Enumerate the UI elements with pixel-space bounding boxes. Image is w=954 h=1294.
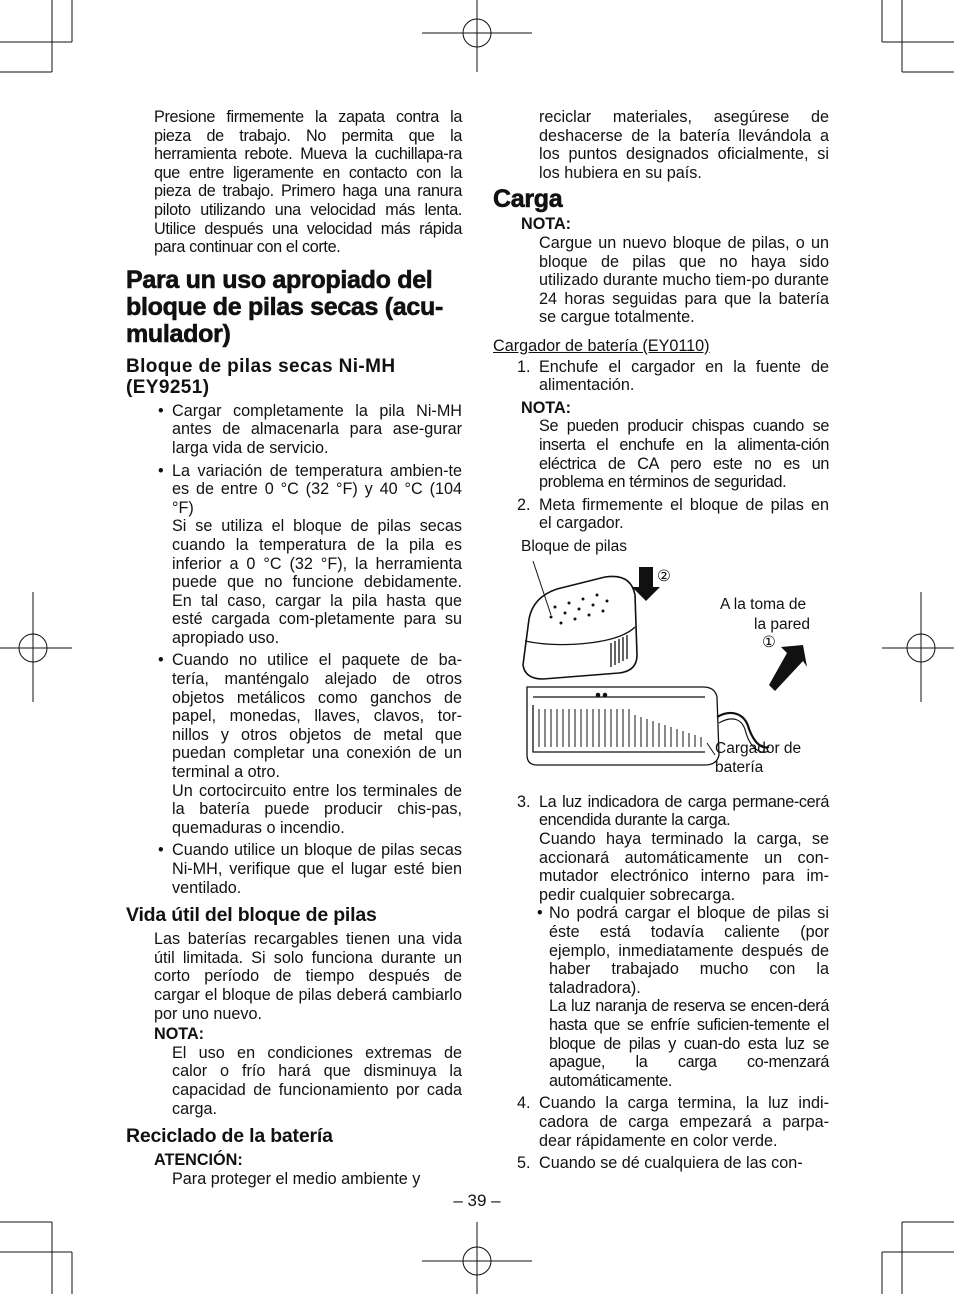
step-number: 4. xyxy=(517,1094,531,1113)
bullet-mark: • xyxy=(537,904,543,923)
step-text: Meta firmemente el bloque de pilas en el cargador. xyxy=(539,495,829,533)
step-number: 3. xyxy=(517,792,531,811)
label-circled-one: ① xyxy=(762,633,776,651)
step-1 xyxy=(493,358,829,395)
bullet-text: No podrá cargar el bloque de pilas si éste está todavía caliente (por ejemplo, inmediatamente después de haber trabajado mucho con la taladradora). xyxy=(549,904,829,997)
step-2 xyxy=(493,496,829,533)
label-circled-two: ② xyxy=(657,567,671,585)
section-title-carga: Carga xyxy=(493,185,563,214)
step-number: 2. xyxy=(517,495,531,514)
step-text: Cuando la carga termina, la luz indi-cadora de carga empezará a parpa-dear rápidamente en color verde. xyxy=(539,1094,829,1150)
bullet-extra: Un cortocircuito entre los terminales de la batería puede producir chis-pas, quemaduras o incendio. xyxy=(172,781,462,837)
step-3 xyxy=(493,793,829,905)
left-column xyxy=(126,108,462,1188)
charger-model-heading: Cargador de batería (EY0110) xyxy=(493,336,710,355)
carga-nota-paragraph: Cargue un nuevo bloque de pilas, o un bloque de pilas que no haya sido utilizado durante mucho tiem-po durante 24 horas seguidas para que la batería se cargue totalmente. xyxy=(539,233,829,327)
life-title: Vida útil del bloque de pilas xyxy=(126,904,377,927)
recycle-continued: reciclar materiales, asegúrese de deshacerse de la batería llevándola a los puntos designados oficialmente, si los hubiera en su país. xyxy=(539,108,829,182)
list-item xyxy=(126,462,462,648)
list-item xyxy=(126,841,462,897)
step-text: Enchufe el cargador en la fuente de alimentación. xyxy=(539,357,829,395)
label-charger-line2: batería xyxy=(715,758,764,776)
section-title-battery-use: Para un uso apropiado del bloque de pilas secas (acu-mulador) xyxy=(126,265,444,348)
subsection-title-nimh: Bloque de pilas secas Ni-MH (EY9251) xyxy=(126,355,396,398)
step-4 xyxy=(493,1094,829,1150)
battery-bullet-list xyxy=(126,402,462,897)
step-extra: Cuando haya terminado la carga, se accionará automáticamente un con-mutador electrónico interno para im-pedir cualquier sobrecarga. xyxy=(539,830,829,904)
label-battery-pack: Bloque de pilas xyxy=(521,537,627,555)
nota-label: NOTA: xyxy=(521,215,572,234)
bullet-text: Cargar completamente la pila Ni-MH antes de almacenarla para ase-gurar larga vida de servicio. xyxy=(172,401,462,457)
charger-illustration xyxy=(493,537,829,789)
step-number: 5. xyxy=(517,1154,531,1173)
bullet-mark: • xyxy=(158,651,164,670)
intro-paragraph: Presione firmemente la zapata contra la pieza de trabajo. No permita que la herramienta rebote. Mueva la cuchillapa-ra que entre ligeramente en contacto con la pieza de trabajo. Primero haga una ranura piloto utilizando una velocidad más lenta. Utilice después una velocidad más rápida para continuar con el corte. xyxy=(154,108,462,257)
step-text: La luz indicadora de carga permane-cerá encendida durante la carga. xyxy=(539,792,829,830)
step-3-bullet xyxy=(493,904,829,1090)
bullet-extra: Si se utiliza el bloque de pilas secas cuando la temperatura de la pila es inferior a 0 °C (32 °F), la herramienta puede que no funcione debidamente. En tal caso, cargar la pila hasta que esté cargada com-pletamente para su apropiado uso. xyxy=(172,517,462,647)
step-number: 1. xyxy=(517,357,531,376)
bullet-text: Cuando utilice un bloque de pilas secas Ni-MH, verifique que el lugar esté bien ventilado. xyxy=(172,841,462,897)
list-item xyxy=(126,651,462,837)
right-column xyxy=(493,108,829,1177)
label-outlet-line1: A la toma de xyxy=(720,595,807,613)
bullet-mark: • xyxy=(158,841,164,860)
bullet-text: La variación de temperatura ambien-te es de entre 0 °C (32 °F) y 40 °C (104 °F) xyxy=(172,461,462,517)
life-paragraph: Las baterías recargables tienen una vida útil limitada. Si solo funciona durante un corto período de tiempo después de cargar el bloque de pilas deberá cambiarlo por uno nuevo. xyxy=(154,930,462,1023)
label-outlet-line2: la pared xyxy=(754,615,811,633)
nota-paragraph: El uso en condiciones extremas de calor o frío hará que disminuya la capacidad de funcionamiento por cada carga. xyxy=(172,1043,462,1118)
bullet-mark: • xyxy=(158,461,164,480)
bullet-extra: La luz naranja de reserva se encen-derá hasta que se enfríe suficien-temente el bloque de pilas y cuan-do esta luz se apague, la carga co-menzará automáticamente. xyxy=(549,997,829,1090)
atencion-paragraph: Para proteger el medio ambiente y xyxy=(172,1169,421,1188)
nota-label: NOTA: xyxy=(521,398,572,417)
label-charger-line1: Cargador de xyxy=(715,739,802,757)
atencion-label: ATENCIÓN: xyxy=(154,1151,243,1170)
step-text: Cuando se dé cualquiera de las con- xyxy=(539,1154,803,1173)
nota-label: NOTA: xyxy=(154,1025,205,1044)
recycle-title: Reciclado de la batería xyxy=(126,1125,333,1148)
page-number: – 39 – xyxy=(453,1191,501,1210)
bullet-mark: • xyxy=(158,401,164,420)
list-item xyxy=(126,402,462,458)
step-5 xyxy=(493,1154,829,1173)
nota2-paragraph: Se pueden producir chispas cuando se inserta el enchufe en la alimenta-ción eléctrica de CA pero este no es un problema en términos de seguridad. xyxy=(539,417,829,492)
bullet-text: Cuando no utilice el paquete de ba-tería, manténgalo alejado de otros objetos metálicos como ganchos de papel, monedas, llaves, clavos, tor-nillos y otros objetos de metal que puedan completar una conexión de un terminal a otro. xyxy=(172,651,462,782)
